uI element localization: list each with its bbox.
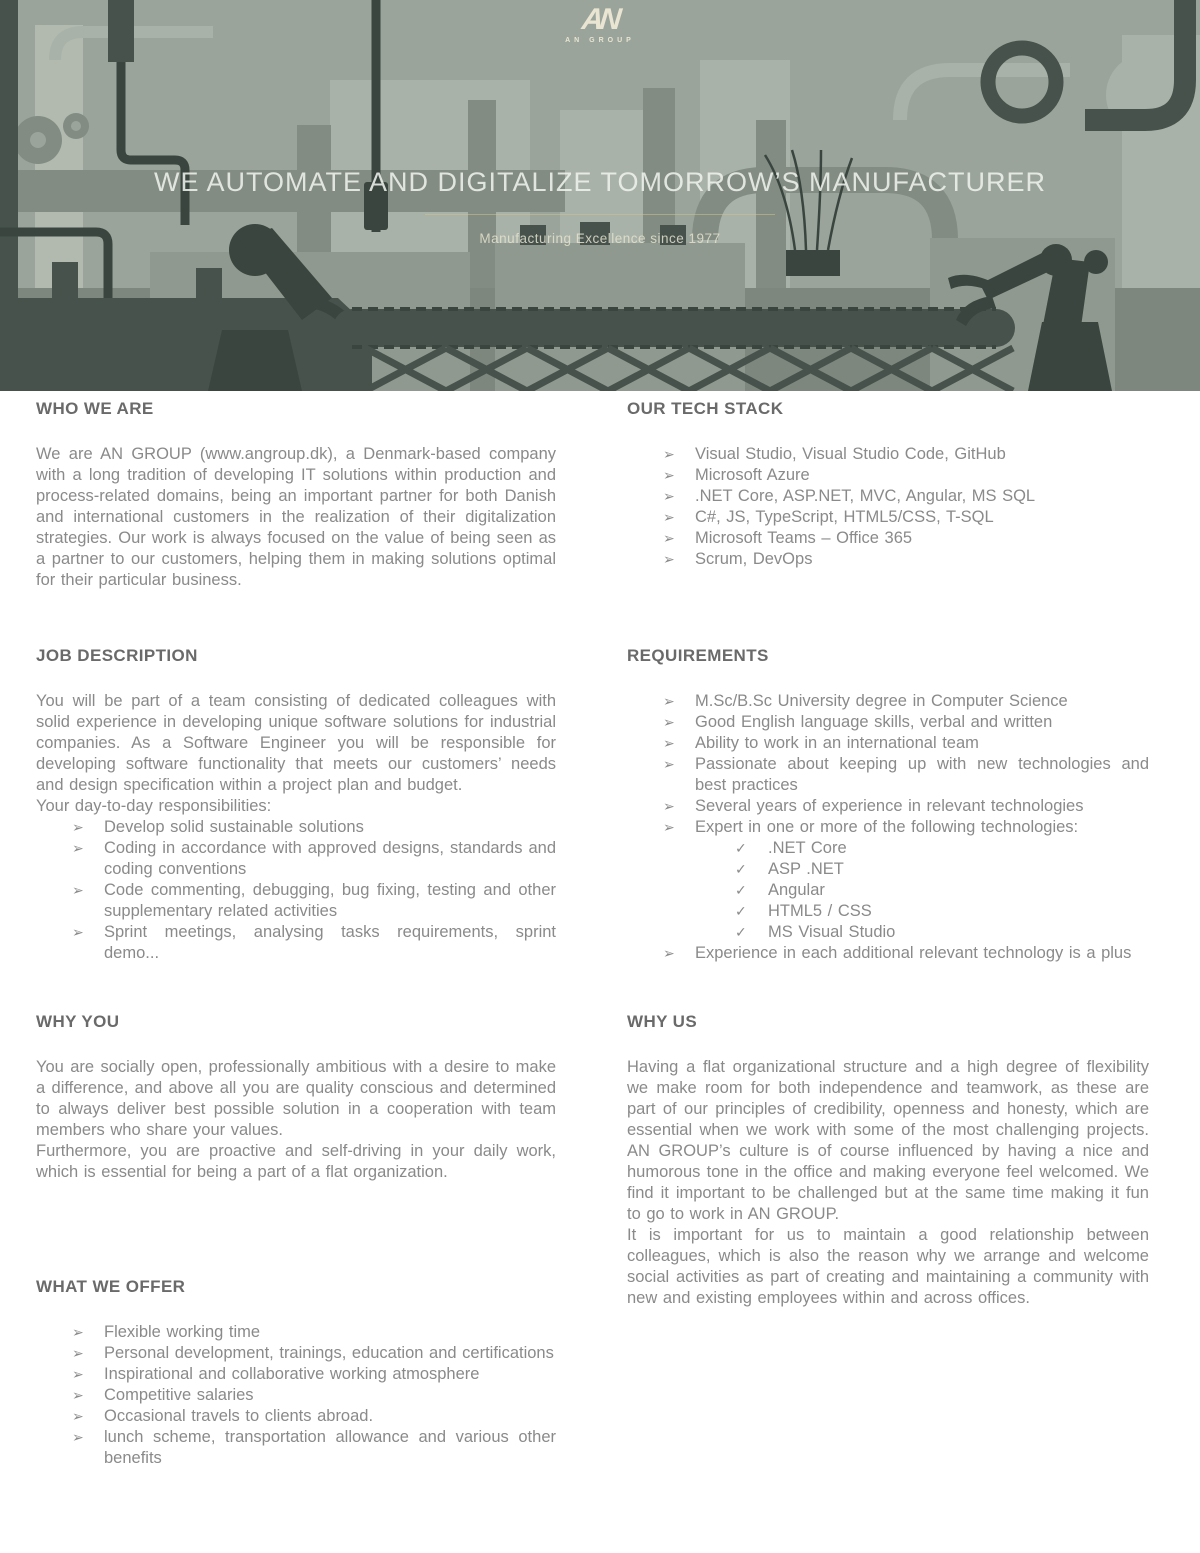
list-item-text: M.Sc/B.Sc University degree in Computer Science	[695, 692, 1068, 710]
section-heading: OUR TECH STACK	[627, 399, 784, 418]
hero-banner	[0, 0, 1200, 391]
list-item-text: Visual Studio, Visual Studio Code, GitHub	[695, 445, 1006, 463]
section-heading: WHAT WE OFFER	[36, 1277, 186, 1296]
arrow-bullet-icon: ➢	[72, 1366, 84, 1382]
list-item-text: C#, JS, TypeScript, HTML5/CSS, T-SQL	[695, 508, 994, 526]
list-item	[36, 1427, 556, 1469]
requirements-list	[627, 691, 1149, 964]
list-item-text: Personal development, trainings, education and certifications	[104, 1344, 554, 1362]
hero-title: WE AUTOMATE AND DIGITALIZE TOMORROW’S MANUFACTURER	[153, 167, 1047, 197]
list-item	[627, 549, 1149, 570]
section-paragraph: It is important for us to maintain a good relationship between colleagues, which is also the reason why we arrange and welcome social activities as part of creating and maintaining a community with new and existing employees within and across offices.	[627, 1226, 1149, 1307]
arrow-bullet-icon: ➢	[663, 693, 675, 709]
list-item	[36, 838, 556, 880]
list-item-text: Flexible working time	[104, 1323, 261, 1341]
list-item	[627, 796, 1149, 817]
tech-stack-list	[627, 444, 1149, 570]
list-item-text: Experience in each additional relevant technology is a plus	[695, 944, 1132, 962]
list-item	[695, 922, 1149, 943]
list-item	[36, 1364, 556, 1385]
list-item	[36, 880, 556, 922]
arrow-bullet-icon: ➢	[72, 1345, 84, 1361]
arrow-bullet-icon: ➢	[663, 551, 675, 567]
arrow-bullet-icon: ➢	[663, 530, 675, 546]
company-logo	[0, 5, 1200, 44]
list-item	[627, 733, 1149, 754]
arrow-bullet-icon: ➢	[72, 1387, 84, 1403]
list-item-text: Ability to work in an international team	[695, 734, 979, 752]
list-item-text: Inspirational and collaborative working atmosphere	[104, 1365, 480, 1383]
arrow-bullet-icon: ➢	[72, 882, 84, 898]
check-bullet-icon: ✓	[735, 924, 747, 940]
section-heading: REQUIREMENTS	[627, 646, 769, 665]
list-item	[695, 901, 1149, 922]
list-item	[695, 880, 1149, 901]
list-item-text: .NET Core, ASP.NET, MVC, Angular, MS SQL	[695, 487, 1036, 505]
arrow-bullet-icon: ➢	[72, 1408, 84, 1424]
list-item	[627, 943, 1149, 964]
arrow-bullet-icon: ➢	[663, 756, 675, 772]
check-bullet-icon: ✓	[735, 903, 747, 919]
list-item	[36, 1385, 556, 1406]
list-item-text: Good English language skills, verbal and written	[695, 713, 1053, 731]
arrow-bullet-icon: ➢	[663, 488, 675, 504]
list-item-text: Angular	[768, 881, 825, 899]
list-item-text: Microsoft Azure	[695, 466, 810, 484]
arrow-bullet-icon: ➢	[72, 1324, 84, 1340]
list-item-body	[695, 817, 1149, 943]
list-item	[627, 465, 1149, 486]
section-paragraph: You will be part of a team consisting of dedicated colleagues with solid experience in developing unique software solutions for industrial companies. As a Software Engineer you will be responsible for developing software functionality that meets our customers’ needs and design specification within a project plan and budget.	[36, 692, 556, 794]
content-area	[0, 391, 1200, 1553]
list-item	[627, 754, 1149, 796]
list-item	[627, 712, 1149, 733]
list-item-text: Sprint meetings, analysing tasks requirements, sprint demo...	[104, 923, 556, 962]
list-item	[627, 507, 1149, 528]
arrow-bullet-icon: ➢	[72, 924, 84, 940]
list-item-text: Develop solid sustainable solutions	[104, 818, 364, 836]
list-item	[627, 528, 1149, 549]
responsibilities-list	[36, 817, 556, 964]
list-item	[627, 444, 1149, 465]
section-paragraph: We are AN GROUP (www.angroup.dk), a Denmark-based company with a long tradition of developing IT solutions within production and process-related domains, being an important partner for both Danish and international customers in the realization of their digitalization strategies. Our work is always focused on the value of being seen as a partner to our customers, helping them in making solutions optimal for their particular business.	[36, 445, 556, 589]
list-item-text: Expert in one or more of the following technologies:	[695, 818, 1079, 836]
arrow-bullet-icon: ➢	[663, 509, 675, 525]
list-item	[627, 817, 1149, 943]
list-item	[36, 1322, 556, 1343]
offer-list	[36, 1322, 556, 1469]
hero-divider	[425, 214, 775, 215]
arrow-bullet-icon: ➢	[663, 735, 675, 751]
list-item-text: lunch scheme, transportation allowance and various other benefits	[104, 1428, 556, 1467]
list-item-text: Occasional travels to clients abroad.	[104, 1407, 374, 1425]
list-item	[695, 838, 1149, 859]
list-item-text: Coding in accordance with approved designs, standards and coding conventions	[104, 839, 556, 878]
section-heading: WHO WE ARE	[36, 399, 154, 418]
responsibilities-intro: Your day-to-day responsibilities:	[36, 797, 272, 815]
section-what-we-offer	[36, 1277, 556, 1469]
section-why-you	[36, 1012, 556, 1183]
list-item-text: Several years of experience in relevant technologies	[695, 797, 1084, 815]
section-who-we-are	[36, 399, 556, 591]
section-tech-stack	[627, 399, 1149, 570]
section-paragraph: You are socially open, professionally ambitious with a desire to make a difference, and above all you are quality conscious and determined to always deliver best possible solution in a cooperation with team members who share your values.	[36, 1058, 556, 1139]
section-why-us	[627, 1012, 1149, 1309]
list-item	[36, 1343, 556, 1364]
check-bullet-icon: ✓	[735, 840, 747, 856]
logo-label: AN GROUP	[565, 37, 635, 44]
check-bullet-icon: ✓	[735, 882, 747, 898]
list-item-text: Scrum, DevOps	[695, 550, 813, 568]
arrow-bullet-icon: ➢	[663, 945, 675, 961]
arrow-bullet-icon: ➢	[72, 1429, 84, 1445]
arrow-bullet-icon: ➢	[663, 798, 675, 814]
arrow-bullet-icon: ➢	[72, 819, 84, 835]
list-item	[36, 1406, 556, 1427]
list-item	[36, 817, 556, 838]
list-item-text: .NET Core	[768, 839, 847, 857]
list-item-text: Microsoft Teams – Office 365	[695, 529, 913, 547]
list-item	[627, 691, 1149, 712]
check-bullet-icon: ✓	[735, 861, 747, 877]
arrow-bullet-icon: ➢	[663, 446, 675, 462]
logo-monogram: AN	[580, 3, 620, 36]
list-item-text: MS Visual Studio	[768, 923, 896, 941]
section-heading: JOB DESCRIPTION	[36, 646, 198, 665]
list-item-text: HTML5 / CSS	[768, 902, 872, 920]
arrow-bullet-icon: ➢	[663, 819, 675, 835]
list-item	[627, 486, 1149, 507]
list-item-text: ASP .NET	[768, 860, 844, 878]
list-item-text: Code commenting, debugging, bug fixing, testing and other supplementary related activities	[104, 881, 556, 920]
list-item-text: Passionate about keeping up with new technologies and best practices	[695, 755, 1149, 794]
section-requirements	[627, 646, 1149, 964]
arrow-bullet-icon: ➢	[663, 467, 675, 483]
hero-subtitle: Manufacturing Excellence since 1977	[479, 231, 721, 246]
section-paragraph: Having a flat organizational structure and a high degree of flexibility we make room for both independence and teamwork, as these are part of our principles of credibility, openness and honesty, which are essential when we work with some of the most challenging projects. AN GROUP’s culture is of course influenced by having a nice and humorous tone in the office and making everyone feel welcomed. We find it important to be challenged but at the same time making it fun to go to work in AN GROUP.	[627, 1058, 1149, 1223]
list-item-text: Competitive salaries	[104, 1386, 254, 1404]
section-heading: WHY YOU	[36, 1012, 120, 1031]
list-item	[36, 922, 556, 964]
expert-technologies-list	[695, 838, 1149, 943]
section-paragraph: Furthermore, you are proactive and self-driving in your daily work, which is essential for being a part of a flat organization.	[36, 1142, 556, 1181]
section-job-description	[36, 646, 556, 964]
section-heading: WHY US	[627, 1012, 698, 1031]
arrow-bullet-icon: ➢	[72, 840, 84, 856]
arrow-bullet-icon: ➢	[663, 714, 675, 730]
list-item	[695, 859, 1149, 880]
